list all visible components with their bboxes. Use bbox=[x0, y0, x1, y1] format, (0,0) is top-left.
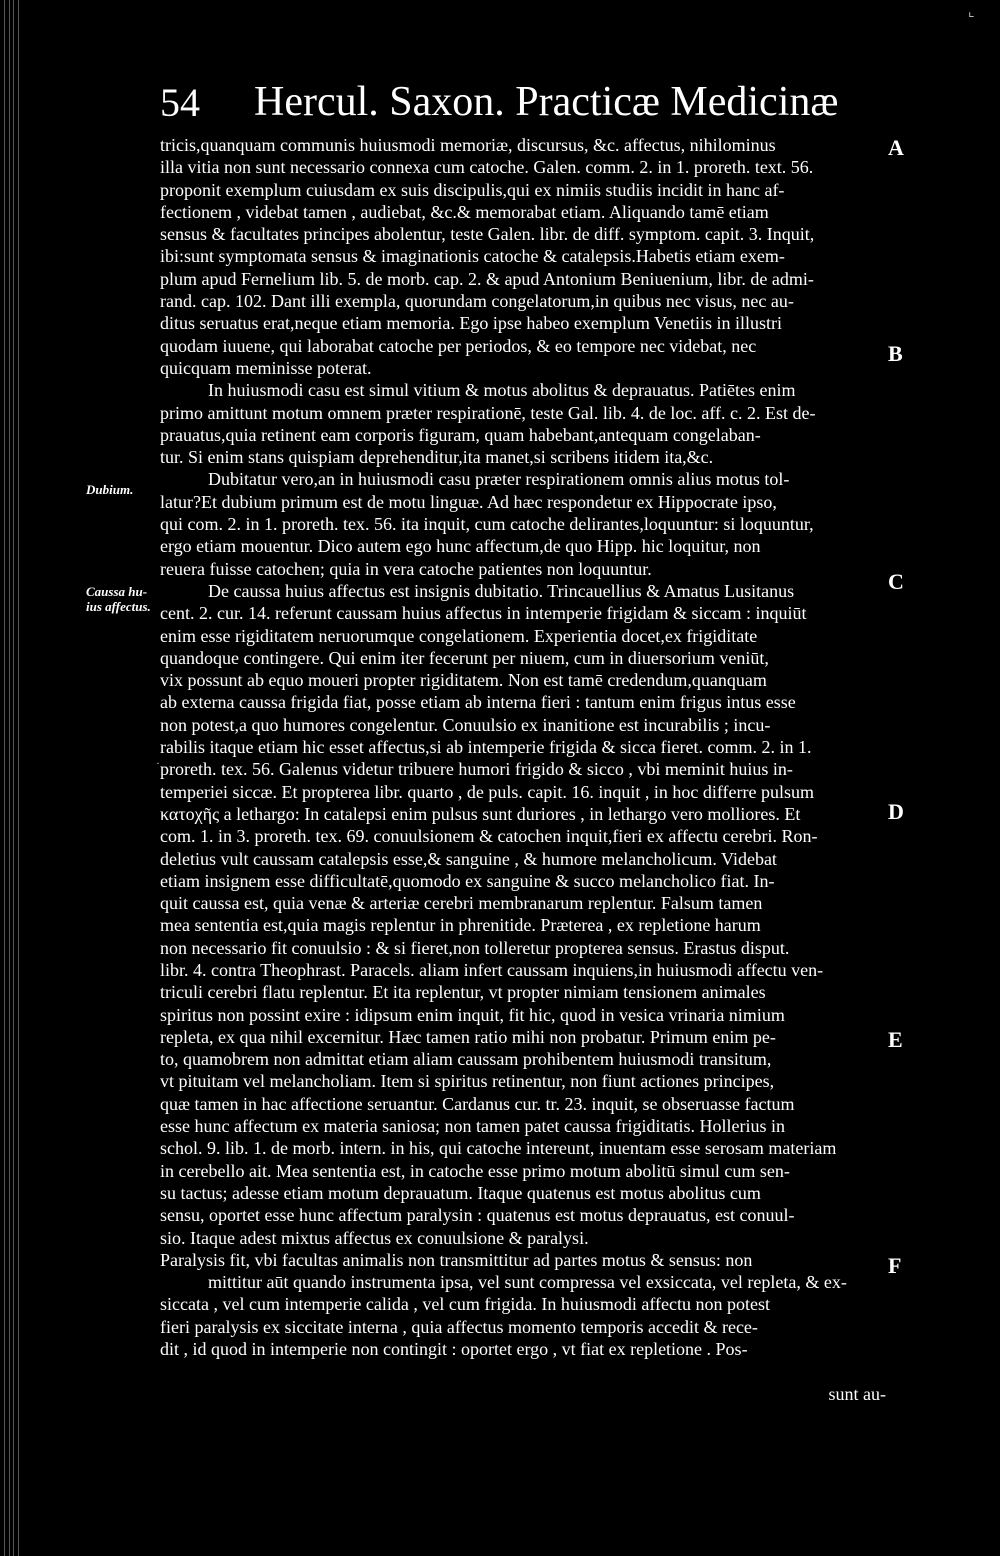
text-line: quit caussa est, quia venæ & arteriæ cerebri membranarum replentur. Falsum tamen bbox=[160, 893, 763, 914]
margin-note-dubium: Dubium. bbox=[86, 482, 134, 497]
text-line: spiritus non possint exire : idipsum enim inquit, fit hic, quod in vesica vrinaria nimium bbox=[160, 1004, 785, 1025]
text-line: libr. 4. contra Theophrast. Paracels. aliam infert caussam inquiens,in huiusmodi affectu ven- bbox=[160, 959, 824, 980]
text-line: sensus & facultates principes abolentur, teste Galen. libr. de diff. symptom. capit. 3. Inquit, bbox=[160, 224, 815, 245]
margin-note-caussa-line: ius affectus. bbox=[86, 599, 151, 614]
text-line: proreth. tex. 56. Galenus videtur tribuere humori frigido & sicco , vbi meminit huius in- bbox=[160, 759, 793, 780]
margin-letter-b: B bbox=[888, 341, 903, 366]
text-line: non necessario fit conuulsio : & si fieret,non tolleretur propterea sensus. Erastus disput. bbox=[160, 937, 790, 958]
text-line: ergo etiam mouentur. Dico autem ego hunc affectum,de quo Hipp. hic loquitur, non bbox=[160, 536, 761, 557]
text-line: tricis,quanquam communis huiusmodi memoriæ, discursus, &c. affectus, nihilominus bbox=[160, 135, 776, 155]
text-line: enim esse rigiditatem neruorumque congelationem. Experientia docet,ex frigiditate bbox=[160, 625, 758, 646]
text-line: vt pituitam vel melancholiam. Item si spiritus retinentur, non fiunt actiones principes, bbox=[160, 1071, 775, 1092]
margin-tick: · bbox=[156, 756, 160, 770]
text-line: κατοχῆς a lethargo: In catalepsi enim pulsus sunt duriores , in lethargo vero molliores. Et bbox=[160, 803, 801, 824]
binding-edge bbox=[0, 0, 24, 1556]
text-line: temperiei siccæ. Et propterea libr. quarto , de puls. capit. 16. inquit , in hoc differre pulsum bbox=[160, 781, 815, 802]
text-line: mittitur aūt quando instrumenta ipsa, vel sunt compressa vel exsiccata, vel repleta, & ex- bbox=[208, 1272, 847, 1293]
text-line: quicquam meminisse poterat. bbox=[160, 357, 372, 378]
text-line: tur. Si enim stans quispiam deprehenditur,ita manet,si scribens itidem ita,&c. bbox=[160, 447, 714, 468]
text-line: proponit exemplum cuiusdam ex suis discipulis,qui ex nimiis studiis incidit in hanc af- bbox=[160, 179, 785, 200]
text-line: ibi:sunt symptomata sensus & imaginationis catoche & catalepsis.Habetis etiam exem- bbox=[160, 246, 785, 267]
text-line: non potest,a quo humores congelentur. Conuulsio ex inanitione est incurabilis ; incu- bbox=[160, 714, 771, 735]
text-line: cent. 2. cur. 14. referunt caussam huius affectus in intemperie frigidam & siccam : inquiūt bbox=[160, 603, 807, 624]
running-title: Hercul. Saxon. Practicæ Medicinæ bbox=[254, 79, 839, 125]
corner-mark: ⌞ bbox=[968, 5, 975, 20]
text-line: repleta, ex qua nihil excernitur. Hæc tamen ratio mihi non probatur. Primum enim pe- bbox=[160, 1026, 776, 1047]
margin-note-caussa bbox=[86, 584, 166, 614]
text-line: reuera fuisse catochen; quia in vera catoche patientes non loquuntur. bbox=[160, 558, 652, 579]
margin-letter-a: A bbox=[888, 135, 904, 160]
page-header bbox=[160, 72, 839, 132]
text-line: su tactus; adesse etiam motum deprauatum. Itaque quatenus est motus abolitus cum bbox=[160, 1182, 761, 1203]
margin-letter-d: D bbox=[888, 799, 904, 824]
margin-note-caussa-line: Caussa hu- bbox=[86, 584, 148, 599]
text-line: quodam iuuene, qui laborabat catoche per periodos, & eo tempore nec videbat, nec bbox=[160, 335, 757, 356]
text-line: sensu, oportet esse hunc affectum paralysin : quatenus est motus deprauatus, est conuul- bbox=[160, 1205, 795, 1226]
text-line: sio. Itaque adest mixtus affectus ex conuulsione & paralysi. bbox=[160, 1227, 589, 1248]
text-line: In huiusmodi casu est simul vitium & motus abolitus & deprauatus. Patiētes enim bbox=[208, 380, 796, 401]
text-line: dit , id quod in intemperie non contingit : oportet ergo , vt fiat ex repletione . Pos- bbox=[160, 1339, 748, 1360]
margin-letter-f: F bbox=[888, 1253, 902, 1278]
text-line: rabilis itaque etiam hic esset affectus,si ab intemperie frigida & sicca fieret. comm. 2. in 1. bbox=[160, 737, 812, 758]
text-line: in cerebello ait. Mea sententia est, in catoche esse primo motum abolitū simul cum sen- bbox=[160, 1160, 790, 1181]
margin-letter-e: E bbox=[888, 1027, 903, 1052]
text-line: schol. 9. lib. 1. de morb. intern. in his, qui catoche intereunt, inuentam esse serosam materiam bbox=[160, 1138, 837, 1159]
text-line: De caussa huius affectus est insignis dubitatio. Trincauellius & Amatus Lusitanus bbox=[208, 580, 795, 601]
text-line: Dubitatur vero,an in huiusmodi casu præter respirationem omnis alius motus tol- bbox=[208, 469, 790, 490]
text-line: quandoque contingere. Qui enim iter fecerunt per niuem, cum in diuersorium veniūt, bbox=[160, 647, 769, 668]
text-line: fieri paralysis ex siccitate interna , quia affectus momento temporis accedit & rece- bbox=[160, 1316, 758, 1337]
text-line: deletius vult caussam catalepsis esse,& sanguine , & humore melancholicum. Videbat bbox=[160, 848, 777, 869]
text-line bbox=[160, 1360, 888, 1382]
text-line: etiam insignem esse difficultatē,quomodo ex sanguine & succo melancholico fiat. In- bbox=[160, 870, 775, 891]
text-line: primo amittunt motum omnem præter respirationē, teste Gal. lib. 4. de loc. aff. c. 2. Est de- bbox=[160, 402, 816, 423]
text-line: vix possunt ab equo moueri propter rigiditatem. Non est tamē credendum,quanquam bbox=[160, 670, 767, 691]
catchword: sunt au- bbox=[828, 1383, 886, 1404]
text-line: plum apud Fernelium lib. 5. de morb. cap. 2. & apud Antonium Beniuenium, libr. de admi- bbox=[160, 268, 814, 289]
text-line: ditus seruatus erat,neque etiam memoria. Ego ipse habeo exemplum Venetiis in illustri bbox=[160, 313, 783, 334]
text-line: illa vitia non sunt necessario connexa cum catoche. Galen. comm. 2. in 1. proreth. text. 56. bbox=[160, 157, 814, 178]
margin-letter-c: C bbox=[888, 569, 904, 594]
text-line: triculi cerebri flatu replentur. Et ita replentur, vt propter nimiam tensionem animales bbox=[160, 982, 766, 1003]
text-line: esse hunc affectum ex materia saniosa; non tamen patet caussa frigiditatis. Hollerius in bbox=[160, 1116, 785, 1137]
page-number: 54 bbox=[160, 80, 200, 125]
text-line: com. 1. in 3. proreth. tex. 69. conuulsionem & catochen inquit,fieri ex affectu cerebri. Ron- bbox=[160, 826, 818, 847]
text-line: latur?Et dubium primum est de motu linguæ. Ad hæc respondetur ex Hippocrate ipso, bbox=[160, 491, 777, 512]
text-line: fectionem , videbat tamen , audiebat, &c.& memorabat etiam. Aliquando tamē etiam bbox=[160, 201, 769, 222]
text-line: to, quamobrem non admittat etiam aliam caussam prohibentem huiusmodi transitum, bbox=[160, 1049, 772, 1070]
body-text bbox=[160, 134, 888, 1405]
text-line: ab externa caussa frigida fiat, posse etiam ab interna fieri : tantum enim frigus intus esse bbox=[160, 692, 796, 713]
text-line: mea sententia est,quia magis replentur in phrenitide. Præterea , ex repletione harum bbox=[160, 915, 761, 936]
text-line: qui com. 2. in 1. proreth. tex. 56. ita inquit, cum catoche delirantes,loquuntur: si loquuntur, bbox=[160, 514, 814, 535]
text-line: quæ tamen in hac affectione seruantur. Cardanus cur. tr. 23. inquit, se obseruasse factum bbox=[160, 1093, 795, 1114]
text-line: rand. cap. 102. Dant illi exempla, quorundam congelatorum,in quibus nec visus, nec au- bbox=[160, 291, 794, 312]
text-line: Paralysis fit, vbi facultas animalis non transmittitur ad partes motus & sensus: non bbox=[160, 1249, 753, 1270]
text-line: prauatus,quia retinent eam corporis figuram, quam habebant,antequam congelaban- bbox=[160, 424, 761, 445]
text-line: siccata , vel cum intemperie calida , vel cum frigida. In huiusmodi affectu non potest bbox=[160, 1294, 770, 1315]
